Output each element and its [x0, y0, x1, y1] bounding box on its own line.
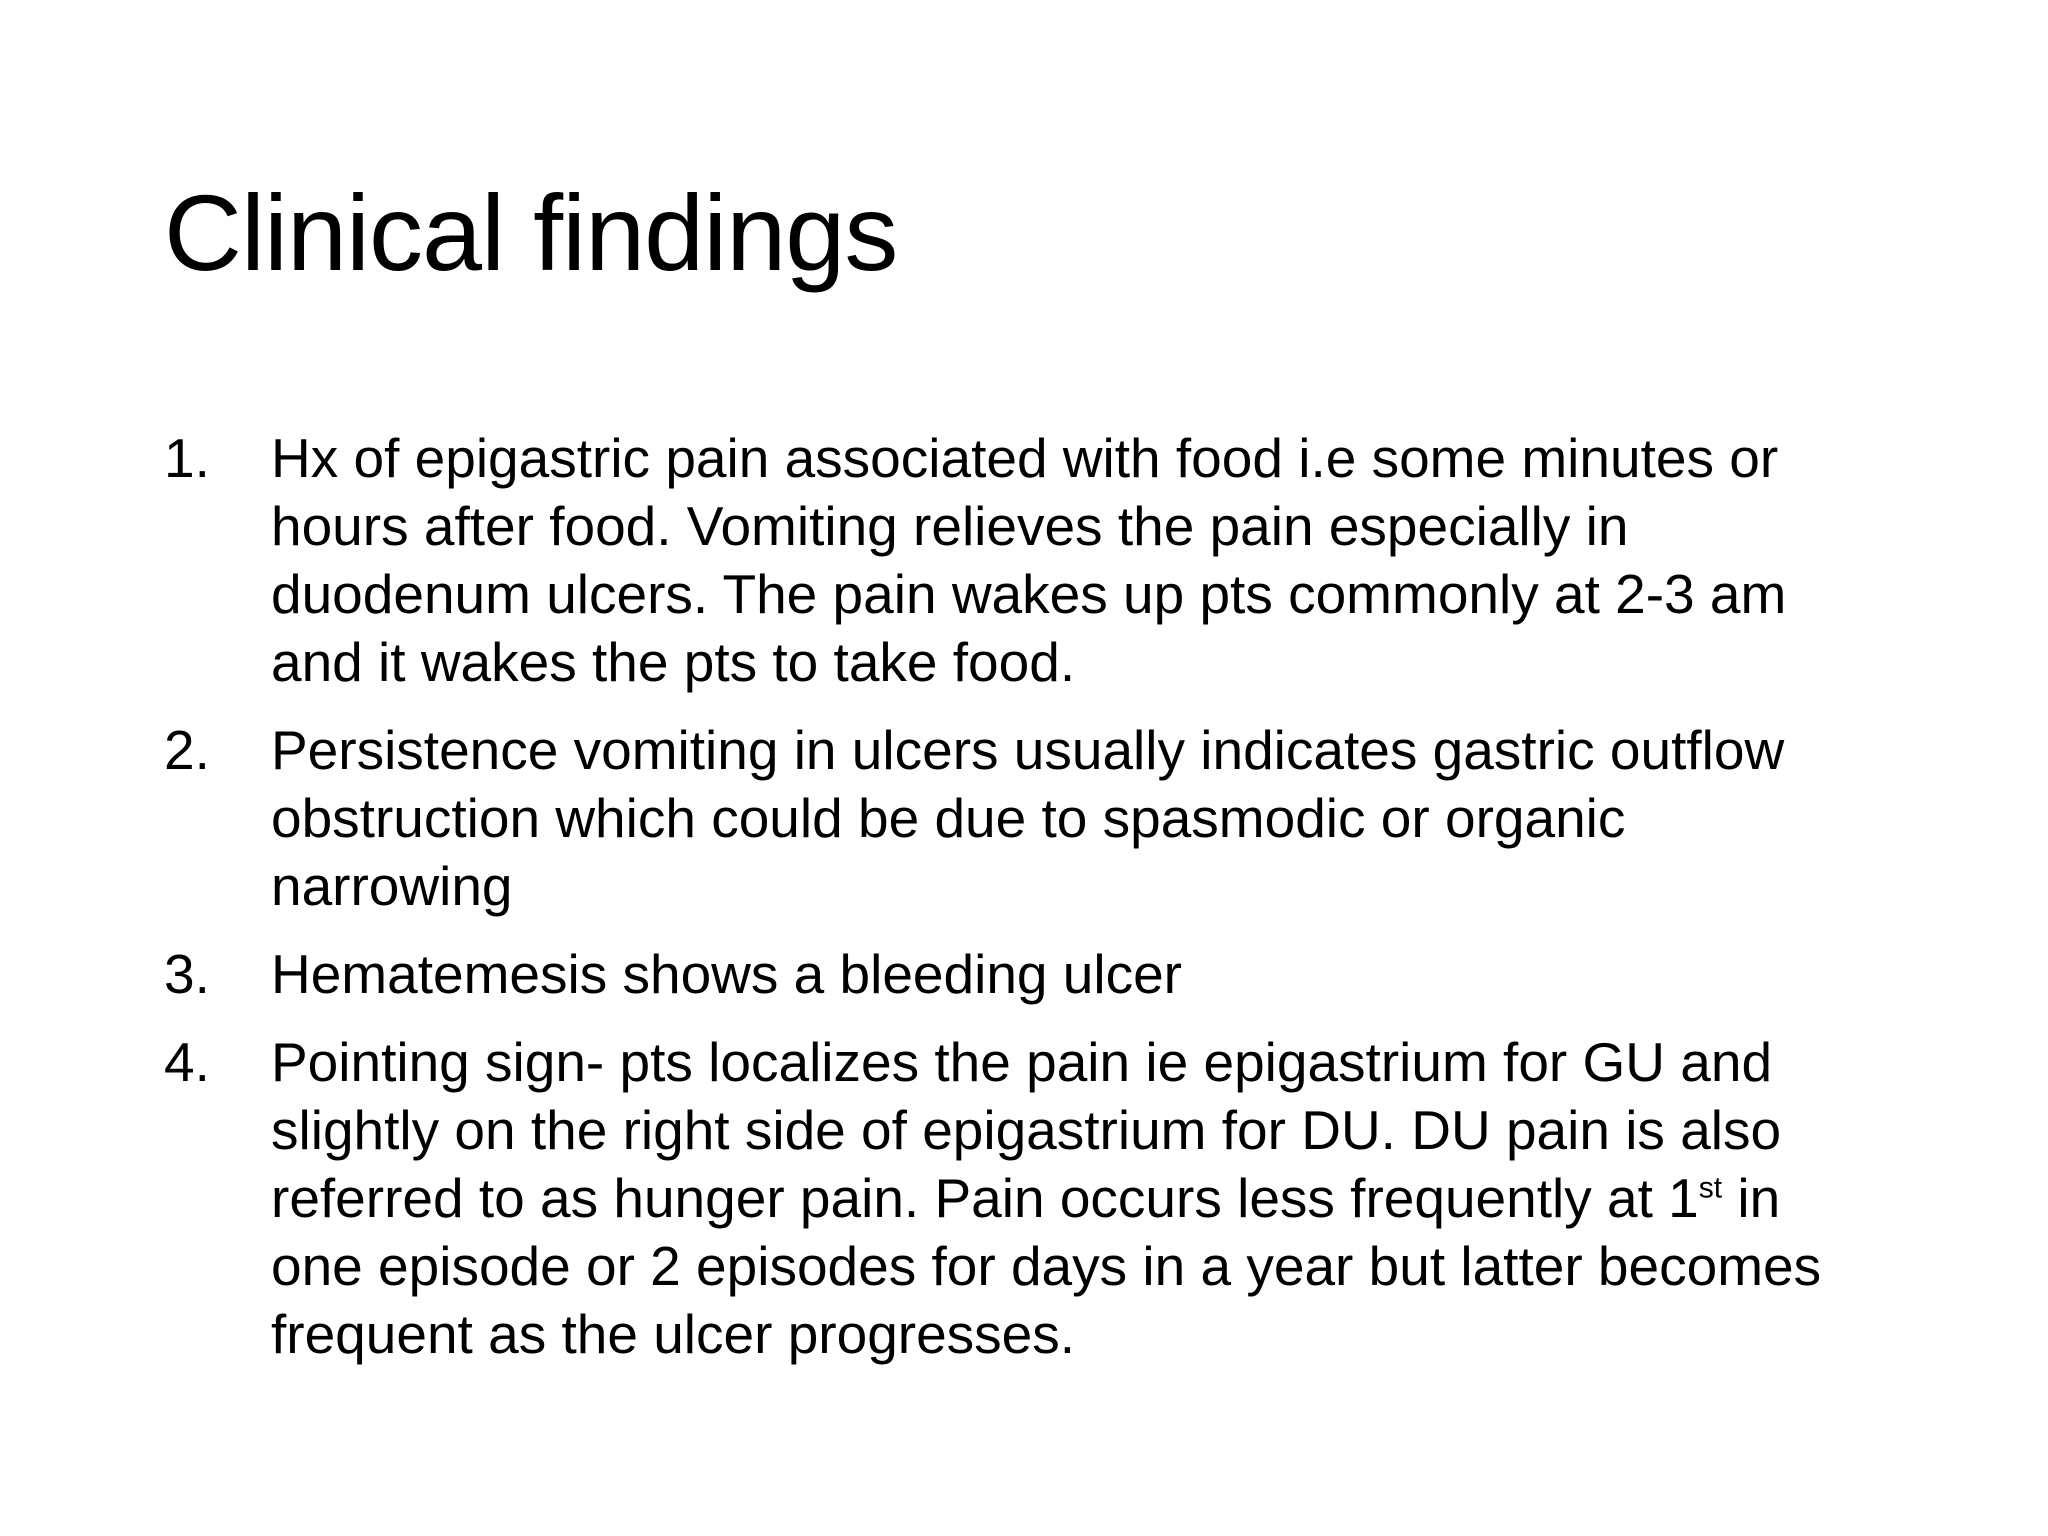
list-item	[164, 424, 1924, 696]
list-item-number: 2.	[164, 719, 210, 781]
list-item-text	[271, 716, 1921, 920]
list-item-number: 1.	[164, 427, 210, 489]
numbered-list	[164, 424, 1924, 1388]
text-line: and it wakes the pts to take food.	[271, 631, 1076, 693]
list-item	[164, 1028, 1924, 1368]
text-line: duodenum ulcers. The pain wakes up pts commonly at 2-3 am	[271, 563, 1787, 625]
list-item-number: 4.	[164, 1031, 210, 1093]
text-segment: referred to as hunger pain. Pain occurs less frequently at 1	[271, 1167, 1699, 1229]
list-item-text	[271, 424, 1921, 696]
text-line: Hx of epigastric pain associated with food i.e some minutes or	[271, 427, 1779, 489]
text-segment: in	[1722, 1167, 1781, 1229]
list-item-text	[271, 940, 1921, 1008]
text-line-with-superscript	[271, 1164, 1921, 1232]
text-line: obstruction which could be due to spasmodic or organic	[271, 787, 1626, 849]
list-item	[164, 716, 1924, 920]
text-line: slightly on the right side of epigastrium for DU. DU pain is also	[271, 1099, 1782, 1161]
text-line: Hematemesis shows a bleeding ulcer	[271, 943, 1182, 1005]
list-item-text	[271, 1028, 1921, 1368]
text-line: narrowing	[271, 855, 513, 917]
text-line: Pointing sign- pts localizes the pain ie epigastrium for GU and	[271, 1031, 1773, 1093]
slide-title: Clinical findings	[164, 172, 898, 293]
text-line: hours after food. Vomiting relieves the pain especially in	[271, 495, 1629, 557]
text-line: one episode or 2 episodes for days in a year but latter becomes	[271, 1235, 1822, 1297]
ordinal-superscript: st	[1698, 1171, 1723, 1205]
list-item-number: 3.	[164, 943, 210, 1005]
text-line: frequent as the ulcer progresses.	[271, 1303, 1076, 1365]
list-item	[164, 940, 1924, 1008]
text-line: Persistence vomiting in ulcers usually indicates gastric outflow	[271, 719, 1785, 781]
